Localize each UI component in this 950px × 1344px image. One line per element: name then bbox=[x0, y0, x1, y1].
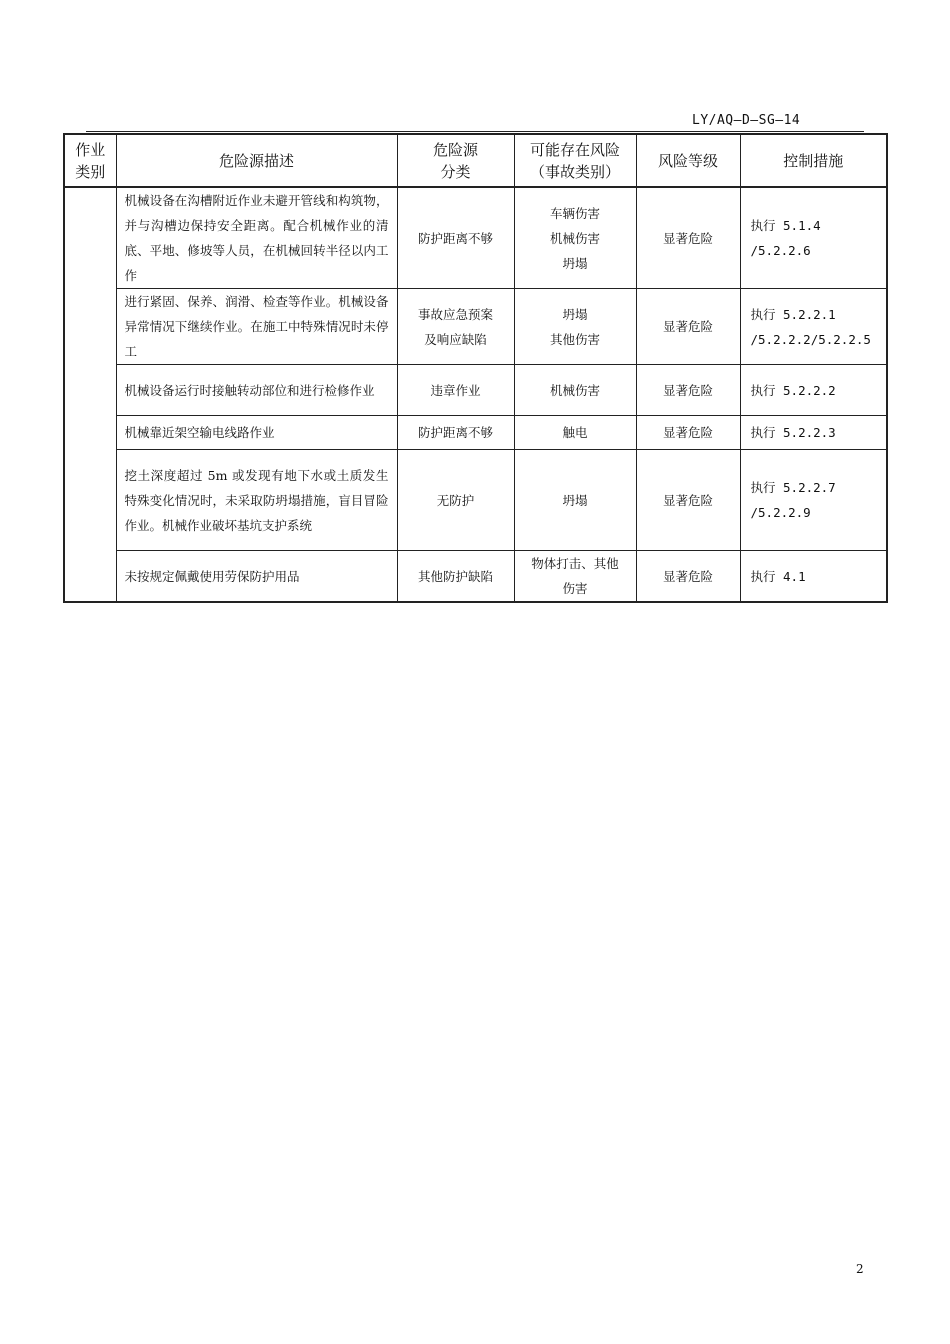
header-classification: 危险源 分类 bbox=[397, 134, 514, 187]
control-cell: 执行 5.2.2.2 bbox=[740, 365, 887, 416]
classification-cell: 防护距离不够 bbox=[397, 416, 514, 450]
control-cell: 执行 5.2.2.7 /5.2.2.9 bbox=[740, 450, 887, 551]
table-row bbox=[64, 551, 887, 603]
header-level: 风险等级 bbox=[636, 134, 740, 187]
description-cell: 挖土深度超过 5m 或发现有地下水或土质发生特殊变化情况时，未采取防坍塌措施，盲目冒险作业。机械作业破坏基坑支护系统 bbox=[116, 450, 397, 551]
control-cell: 执行 5.2.2.1 /5.2.2.2/5.2.2.5 bbox=[740, 289, 887, 365]
page-number: 2 bbox=[856, 1262, 864, 1276]
description-cell: 机械设备运行时接触转动部位和进行检修作业 bbox=[116, 365, 397, 416]
document-code: LY/AQ—D—SG—14 bbox=[692, 113, 801, 128]
table-row bbox=[64, 187, 887, 289]
header-risk: 可能存在风险 （事故类别） bbox=[514, 134, 636, 187]
level-cell: 显著危险 bbox=[636, 365, 740, 416]
level-cell: 显著危险 bbox=[636, 187, 740, 289]
hazard-table bbox=[63, 133, 888, 603]
control-cell: 执行 5.2.2.3 bbox=[740, 416, 887, 450]
category-cell bbox=[64, 187, 116, 602]
risk-cell: 车辆伤害 机械伤害 坍塌 bbox=[514, 187, 636, 289]
description-cell: 未按规定佩戴使用劳保防护用品 bbox=[116, 551, 397, 603]
description-cell: 机械靠近架空输电线路作业 bbox=[116, 416, 397, 450]
risk-cell: 触电 bbox=[514, 416, 636, 450]
level-cell: 显著危险 bbox=[636, 450, 740, 551]
risk-cell: 机械伤害 bbox=[514, 365, 636, 416]
classification-cell: 无防护 bbox=[397, 450, 514, 551]
header-control: 控制措施 bbox=[740, 134, 887, 187]
risk-cell: 坍塌 其他伤害 bbox=[514, 289, 636, 365]
risk-cell: 物体打击、其他 伤害 bbox=[514, 551, 636, 603]
classification-cell: 违章作业 bbox=[397, 365, 514, 416]
header-description: 危险源描述 bbox=[116, 134, 397, 187]
classification-cell: 防护距离不够 bbox=[397, 187, 514, 289]
table-row bbox=[64, 289, 887, 365]
table-row bbox=[64, 365, 887, 416]
risk-cell: 坍塌 bbox=[514, 450, 636, 551]
level-cell: 显著危险 bbox=[636, 289, 740, 365]
header-rule bbox=[86, 131, 864, 132]
table-row bbox=[64, 450, 887, 551]
description-cell: 进行紧固、保养、润滑、检查等作业。机械设备异常情况下继续作业。在施工中特殊情况时未停工 bbox=[116, 289, 397, 365]
classification-cell: 其他防护缺陷 bbox=[397, 551, 514, 603]
level-cell: 显著危险 bbox=[636, 551, 740, 603]
classification-cell: 事故应急预案 及响应缺陷 bbox=[397, 289, 514, 365]
control-cell: 执行 4.1 bbox=[740, 551, 887, 603]
table-header-row bbox=[64, 134, 887, 187]
table-row bbox=[64, 416, 887, 450]
control-cell: 执行 5.1.4 /5.2.2.6 bbox=[740, 187, 887, 289]
level-cell: 显著危险 bbox=[636, 416, 740, 450]
description-cell: 机械设备在沟槽附近作业未避开管线和构筑物，并与沟槽边保持安全距离。配合机械作业的清底、平地、修坡等人员，在机械回转半径以内工作 bbox=[116, 187, 397, 289]
header-category: 作业 类别 bbox=[64, 134, 116, 187]
